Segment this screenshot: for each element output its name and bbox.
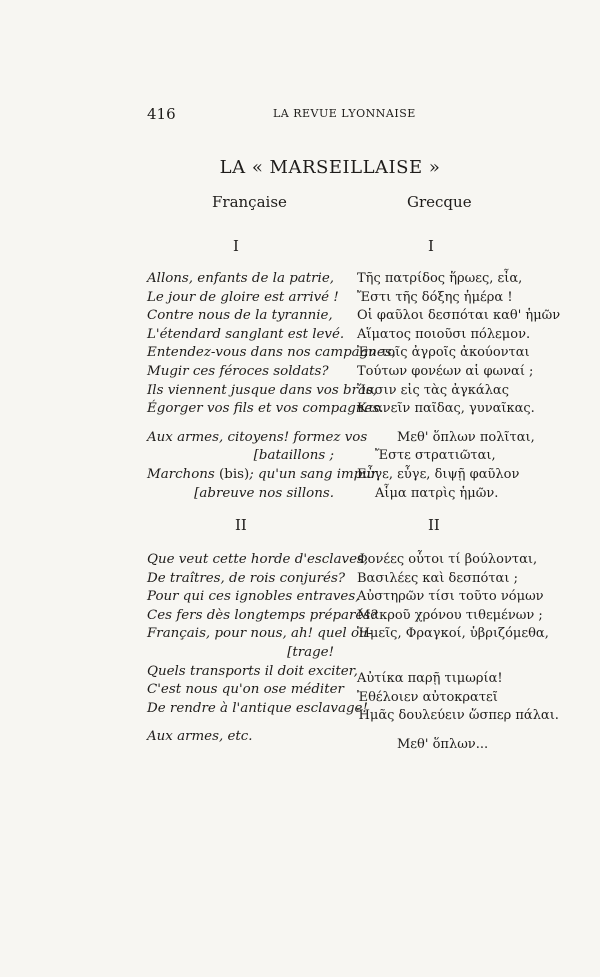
column-heading-greek: Grecque [407,193,472,211]
greek-stanza-1 [357,270,561,503]
verse-line: De rendre à l'antique esclavage! [147,700,368,716]
running-head: LA REVUE LYONNAISE [273,107,416,120]
verse-line: Ἡμεῖς, Φραγκοί, ὑβριζόμεθα, [357,626,549,642]
verse-line: Entendez-vous dans nos campagnes, [147,345,396,361]
verse-line: Ἐθέλοιεν αὐτοκρατεῖ [357,689,498,705]
refrain-line: Μεθ' ὅπλων πολῖται, [397,429,535,445]
verse-line: Français, pour nous, ah! quel ou- [147,626,373,642]
refrain-line: [bataillons ; [253,448,334,464]
verse-line: Allons, enfants de la patrie, [147,271,335,286]
spacer [357,644,507,670]
refrain-line: Ἔστε στρατιῶται, [375,448,496,464]
verse-line: L'étendard sanglant est levé. [147,326,345,342]
refrain-line: [abreuve nos sillons. [194,485,334,501]
verse-line: C'est nous qu'on ose méditer [147,682,344,698]
verse-line: Que veut cette horde d'esclaves, [147,552,369,567]
verse-line: Φονέες οὗτοι τί βούλονται, [357,552,538,567]
page-number: 416 [147,105,176,123]
verse-line: Quels transports il doit exciter, [147,663,358,679]
refrain-line: Εὖγε, εὖγε, διψῇ φαῦλον [357,466,520,482]
verse-line: Ces fers dès longtemps préparés? [147,607,378,623]
verse-line: Le jour de gloire est arrivé ! [147,289,339,305]
verse-line: Ils viennent jusque dans vos bras, [147,382,378,398]
verse-line: Égorger vos fils et vos compagnes. [147,401,384,417]
refrain-line: Aux armes, etc. [147,729,253,745]
bis-marker: (bis) [219,466,250,482]
refrain-line: Μεθ' ὅπλων... [397,736,489,752]
verse-line: Βασιλέες καὶ δεσπόται ; [357,570,518,586]
verse-line: Κτανεῖν παῖδας, γυναῖκας. [357,401,535,417]
verse-line: Ἡμᾶς δουλεύειν ὥσπερ πάλαι. [357,708,559,724]
verse-line: Αὐστηρῶν τίσι τοῦτο νόμων [357,589,544,605]
verse-line: Mugir ces féroces soldats? [147,363,329,379]
article-title: LA « MARSEILLAISE » [219,157,441,178]
verse-line: Αὐτίκα παρῇ τιμωρία! [357,670,503,686]
verse-line: Τῆς πατρίδος ἥρωες, εἶα, [357,271,523,286]
french-stanza-2 [147,551,378,747]
verse-line: [trage! [287,644,334,660]
refrain-text: Marchons [147,466,220,482]
stanza-number-french: I [233,237,239,255]
verse-line: Ἔστι τῆς δόξης ἡμέρα ! [357,289,513,305]
stanza-number-greek: I [428,237,434,255]
refrain-line [147,466,378,485]
verse-line: Οἱ φαῦλοι δεσπόται καθ' ἡμῶν [357,308,561,324]
french-stanza-1 [147,270,396,503]
verse-line: Αἵματος ποιοῦσι πόλεμον. [357,326,531,342]
verse-line: Ἴασιν εἰς τὰς ἀγκάλας [357,382,509,398]
verse-line: Τούτων φονέων αἱ φωναί ; [357,363,534,379]
stanza-number-french: II [235,516,247,534]
stanza-number-greek: II [428,516,440,534]
verse-line: Contre nous de la tyrannie, [147,308,333,324]
verse-line: Ἐν τοῖς ἀγροῖς ἀκούονται [357,345,530,361]
column-heading-french: Française [212,193,287,211]
refrain-text: ; qu'un sang impur [249,466,378,482]
verse-line: Μακροῦ χρόνου τιθεμένων ; [357,607,543,623]
verse-line: Pour qui ces ignobles entraves, [147,589,360,605]
refrain-line: Αἷμα πατρὶς ἡμῶν. [375,485,499,501]
greek-stanza-2 [357,551,559,754]
refrain-line: Aux armes, citoyens! formez vos [147,429,368,445]
verse-line: De traîtres, de rois conjurés? [147,570,346,586]
